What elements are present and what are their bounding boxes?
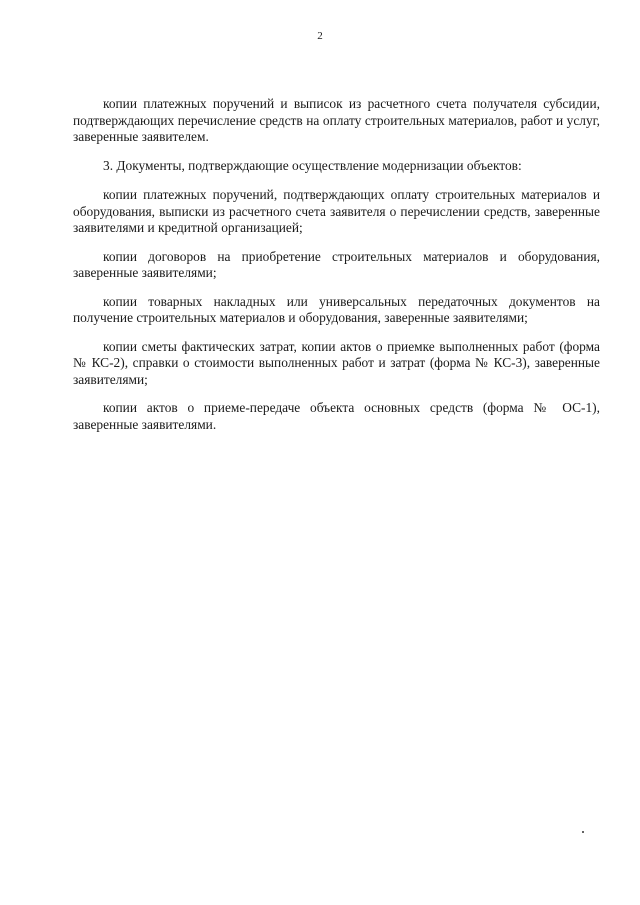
paragraph-payment-orders-subsidy: копии платежных поручений и выписок из расчетного счета получателя субсидии, подтверждающих перечисление средств на оплату строительных материалов, работ и услуг, заверенные заявителем. (73, 96, 600, 144)
paragraph-cost-estimates: копии сметы фактических затрат, копии актов о приемке выполненных работ (форма № КС-2), справки о стоимости выполненных работ и затрат (форма № КС-3), заверенные заявителями; (73, 338, 600, 387)
paragraph-payment-orders-equipment: копии платежных поручений, подтверждающих оплату строительных материалов и оборудования, выписки из расчетного счета заявителя о перечислении средств, заверенные заявителями и кредитной организацией; (73, 187, 600, 235)
paragraph-asset-transfer-acts: копии актов о приеме-передаче объекта основных средств (форма № ОС-1), заверенные заявителями. (73, 400, 600, 432)
scan-mark (582, 831, 584, 833)
paragraph-waybills: копии товарных накладных или универсальных передаточных документов на получение строительных материалов и оборудования, заверенные заявителями; (73, 293, 600, 325)
paragraph-purchase-contracts: копии договоров на приобретение строительных материалов и оборудования, заверенные заявителями; (73, 248, 600, 280)
document-body (73, 96, 600, 445)
section-heading-modernization: 3. Документы, подтверждающие осуществление модернизации объектов: (103, 157, 522, 173)
page-number: 2 (317, 30, 323, 42)
